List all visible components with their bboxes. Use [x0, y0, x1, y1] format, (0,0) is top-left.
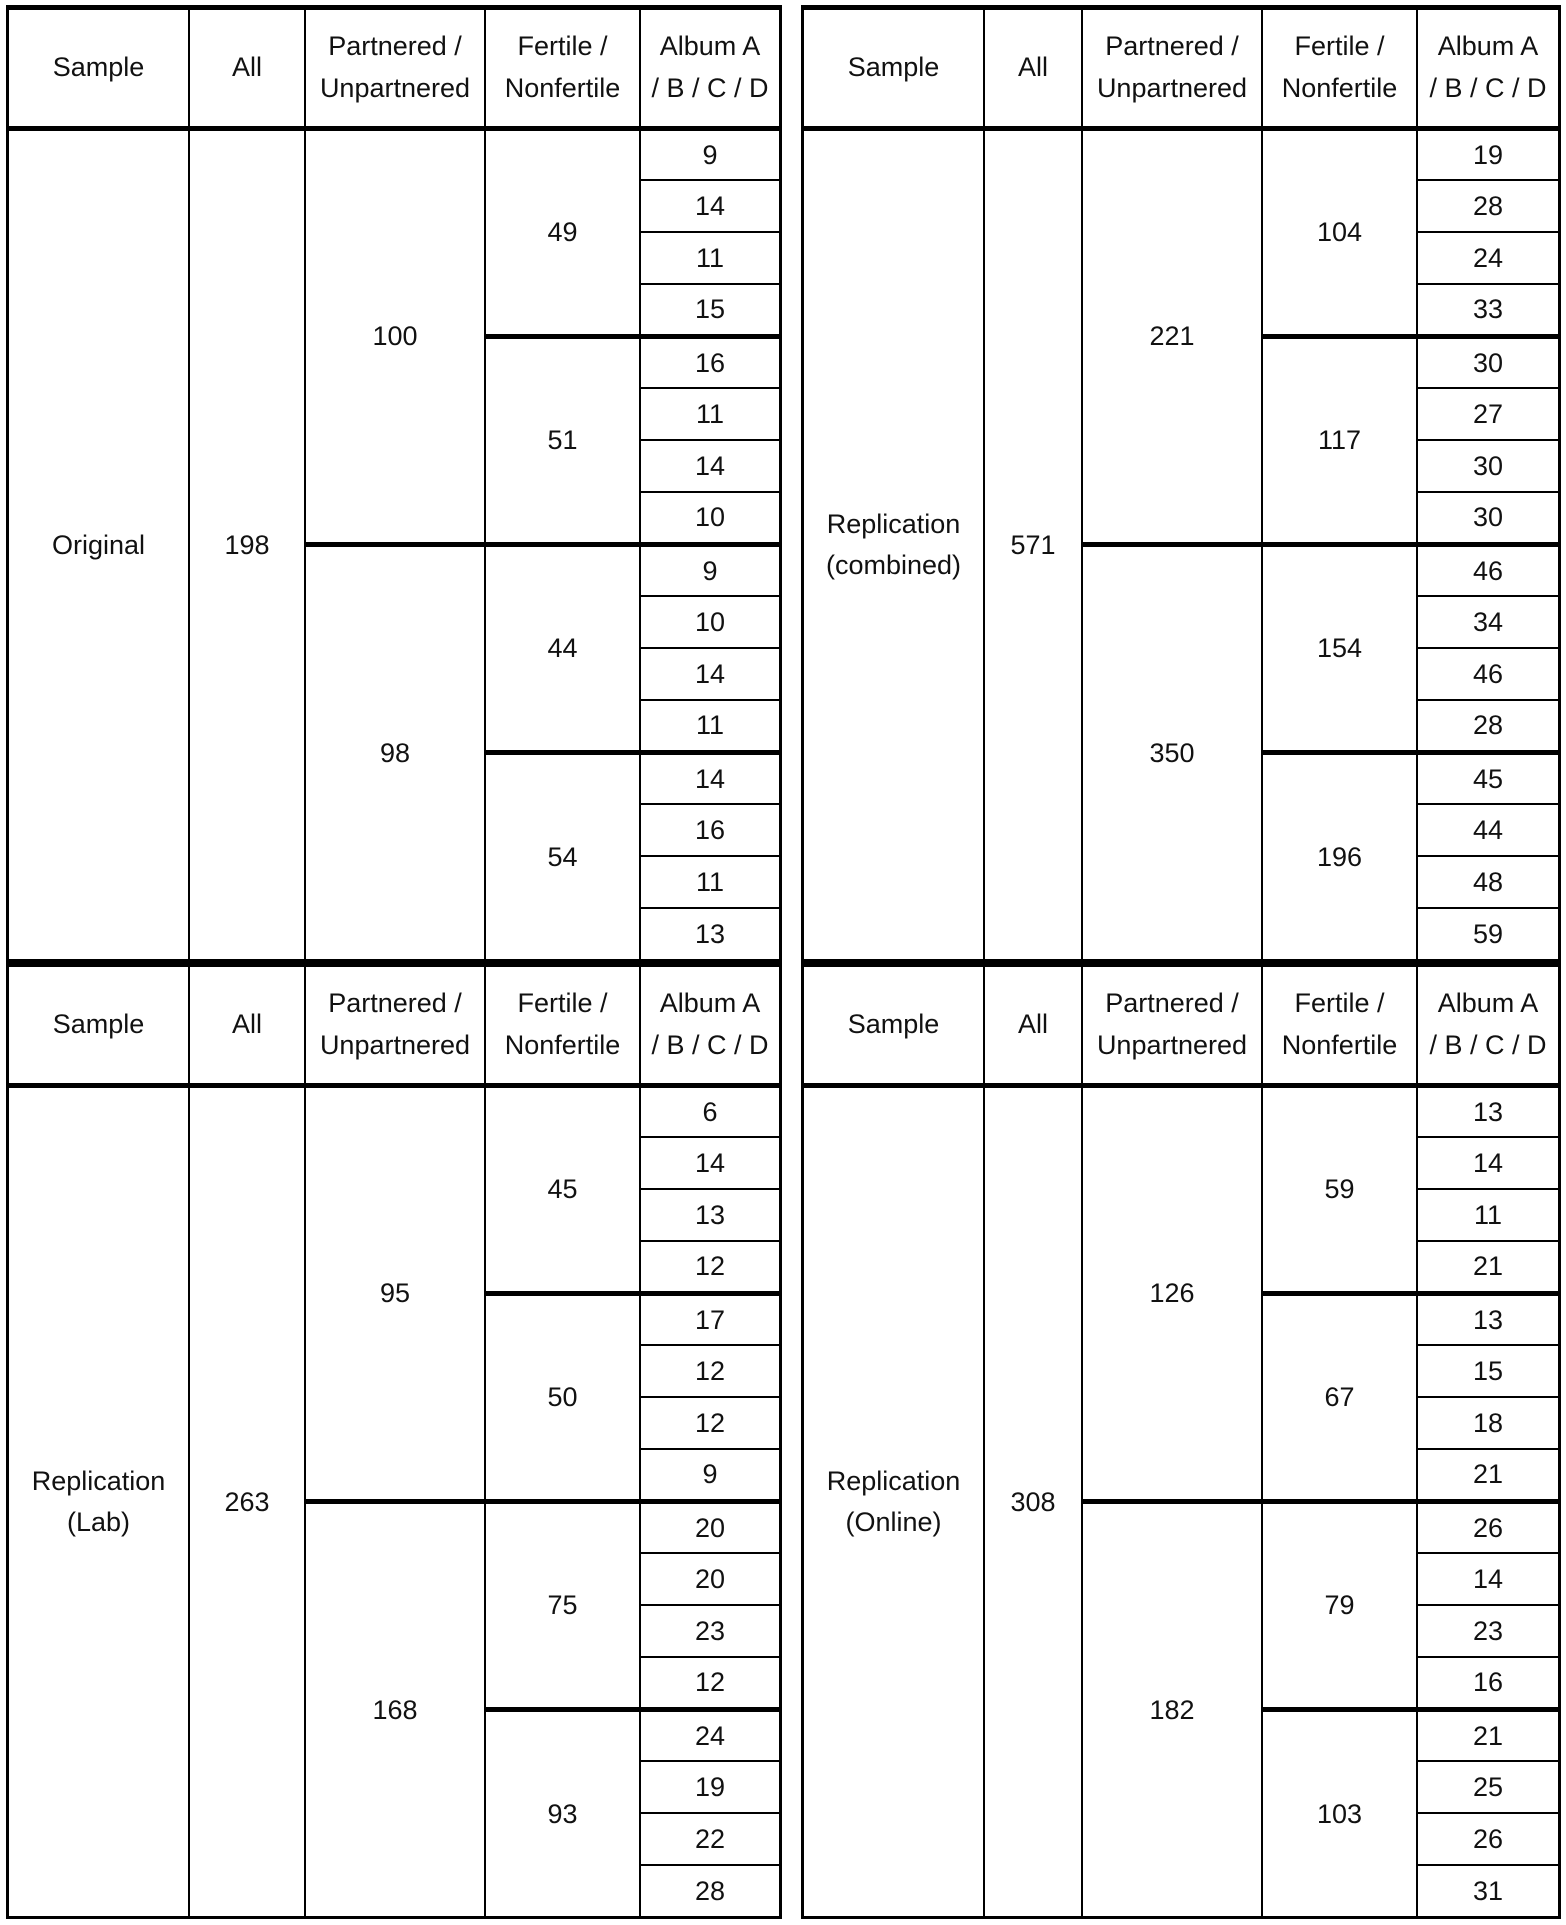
header-album — [1417, 966, 1558, 1085]
header-album — [1417, 9, 1558, 128]
partnered-count-cell: 100 — [305, 128, 485, 544]
album-count-cell: 25 — [1417, 1761, 1558, 1813]
album-count-cell: 59 — [1417, 908, 1558, 960]
album-count-cell: 13 — [640, 1189, 779, 1241]
fertile-count-cell: 45 — [485, 1085, 640, 1293]
header-fertile — [485, 966, 640, 1085]
album-count-cell: 14 — [640, 180, 779, 232]
all-count-cell: 263 — [189, 1085, 305, 1917]
sample-name-line2: (combined) — [825, 549, 962, 580]
table-panel-replication-combined — [801, 5, 1561, 962]
all-count-cell: 198 — [189, 128, 305, 960]
album-count-cell: 17 — [640, 1293, 779, 1345]
partnered-count-cell: 168 — [305, 1501, 485, 1917]
sample-name-cell — [9, 1085, 189, 1917]
table-row — [804, 128, 1558, 180]
fertile-count-cell: 67 — [1262, 1293, 1417, 1501]
album-count-cell: 34 — [1417, 596, 1558, 648]
header-row — [804, 966, 1558, 1085]
header-partnered-line1: Partnered / — [1105, 987, 1239, 1018]
fertile-count-cell: 93 — [485, 1709, 640, 1917]
sample-table — [804, 8, 1558, 961]
partnered-count-cell: 95 — [305, 1085, 485, 1501]
album-count-cell: 11 — [640, 700, 779, 752]
header-all: All — [189, 966, 305, 1085]
sample-name-line1: Replication — [826, 509, 961, 540]
header-fertile-line1: Fertile / — [517, 30, 608, 61]
fertile-count-cell: 44 — [485, 544, 640, 752]
album-count-cell: 24 — [1417, 232, 1558, 284]
album-count-cell: 31 — [1417, 1865, 1558, 1917]
header-partnered-line1: Partnered / — [1105, 30, 1239, 61]
sample-name-line1: Original — [51, 529, 146, 560]
sample-name-line1: Replication — [826, 1466, 961, 1497]
fertile-count-cell: 50 — [485, 1293, 640, 1501]
album-count-cell: 26 — [1417, 1501, 1558, 1553]
fertile-count-cell: 103 — [1262, 1709, 1417, 1917]
album-count-cell: 28 — [640, 1865, 779, 1917]
header-all: All — [189, 9, 305, 128]
fertile-count-cell: 49 — [485, 128, 640, 336]
album-count-cell: 14 — [1417, 1553, 1558, 1605]
header-partnered — [305, 9, 485, 128]
table-panel-replication-lab — [6, 962, 782, 1919]
album-count-cell: 20 — [640, 1553, 779, 1605]
fertile-count-cell: 196 — [1262, 752, 1417, 960]
header-album-line2: / B / C / D — [1429, 1029, 1547, 1060]
album-count-cell: 23 — [1417, 1605, 1558, 1657]
partnered-count-cell: 350 — [1082, 544, 1262, 960]
album-count-cell: 30 — [1417, 336, 1558, 388]
sample-name-cell — [9, 128, 189, 960]
album-count-cell: 19 — [640, 1761, 779, 1813]
table-row — [9, 128, 779, 180]
header-fertile-line2: Nonfertile — [1281, 72, 1398, 103]
album-count-cell: 14 — [640, 648, 779, 700]
header-album-line2: / B / C / D — [651, 72, 769, 103]
header-album-line1: Album A — [659, 30, 761, 61]
table-row — [9, 1085, 779, 1137]
sample-table — [9, 965, 779, 1918]
sample-name-line2: (Lab) — [66, 1506, 131, 1537]
header-partnered-line2: Unpartnered — [1096, 72, 1248, 103]
sample-name-cell — [804, 1085, 984, 1917]
sample-table — [9, 8, 779, 961]
partnered-count-cell: 98 — [305, 544, 485, 960]
partnered-count-cell: 221 — [1082, 128, 1262, 544]
all-count-cell: 571 — [984, 128, 1082, 960]
header-fertile — [1262, 9, 1417, 128]
fertile-count-cell: 59 — [1262, 1085, 1417, 1293]
header-album-line1: Album A — [1437, 987, 1539, 1018]
table-panel-original — [6, 5, 782, 962]
album-count-cell: 21 — [1417, 1449, 1558, 1501]
header-album — [640, 9, 779, 128]
header-fertile-line1: Fertile / — [517, 987, 608, 1018]
header-fertile — [485, 9, 640, 128]
header-fertile-line1: Fertile / — [1294, 30, 1385, 61]
album-count-cell: 48 — [1417, 856, 1558, 908]
album-count-cell: 14 — [640, 440, 779, 492]
header-partnered-line2: Unpartnered — [319, 1029, 471, 1060]
header-album-line1: Album A — [659, 987, 761, 1018]
fertile-count-cell: 117 — [1262, 336, 1417, 544]
sample-name-cell — [804, 128, 984, 960]
header-sample: Sample — [804, 966, 984, 1085]
fertile-count-cell: 51 — [485, 336, 640, 544]
header-partnered — [1082, 966, 1262, 1085]
album-count-cell: 11 — [1417, 1189, 1558, 1241]
album-count-cell: 20 — [640, 1501, 779, 1553]
album-count-cell: 11 — [640, 388, 779, 440]
album-count-cell: 46 — [1417, 648, 1558, 700]
album-count-cell: 28 — [1417, 180, 1558, 232]
header-partnered-line2: Unpartnered — [1096, 1029, 1248, 1060]
all-count-cell: 308 — [984, 1085, 1082, 1917]
header-album-line2: / B / C / D — [1429, 72, 1547, 103]
album-count-cell: 27 — [1417, 388, 1558, 440]
fertile-count-cell: 104 — [1262, 128, 1417, 336]
header-partnered-line2: Unpartnered — [319, 72, 471, 103]
header-partnered — [1082, 9, 1262, 128]
album-count-cell: 19 — [1417, 128, 1558, 180]
album-count-cell: 16 — [1417, 1657, 1558, 1709]
table-panel-replication-online — [801, 962, 1561, 1919]
album-count-cell: 16 — [640, 804, 779, 856]
album-count-cell: 13 — [1417, 1293, 1558, 1345]
header-album-line2: / B / C / D — [651, 1029, 769, 1060]
header-row — [9, 9, 779, 128]
partnered-count-cell: 126 — [1082, 1085, 1262, 1501]
album-count-cell: 46 — [1417, 544, 1558, 596]
album-count-cell: 14 — [640, 752, 779, 804]
album-count-cell: 28 — [1417, 700, 1558, 752]
sample-table — [804, 965, 1558, 1918]
album-count-cell: 9 — [640, 1449, 779, 1501]
album-count-cell: 23 — [640, 1605, 779, 1657]
album-count-cell: 30 — [1417, 492, 1558, 544]
album-count-cell: 45 — [1417, 752, 1558, 804]
album-count-cell: 11 — [640, 232, 779, 284]
album-count-cell: 12 — [640, 1397, 779, 1449]
album-count-cell: 18 — [1417, 1397, 1558, 1449]
header-album — [640, 966, 779, 1085]
album-count-cell: 22 — [640, 1813, 779, 1865]
album-count-cell: 11 — [640, 856, 779, 908]
album-count-cell: 13 — [1417, 1085, 1558, 1137]
header-fertile — [1262, 966, 1417, 1085]
album-count-cell: 12 — [640, 1241, 779, 1293]
header-all: All — [984, 966, 1082, 1085]
sample-name-line2: (Online) — [845, 1506, 942, 1537]
fertile-count-cell: 54 — [485, 752, 640, 960]
header-all: All — [984, 9, 1082, 128]
header-partnered — [305, 966, 485, 1085]
album-count-cell: 13 — [640, 908, 779, 960]
fertile-count-cell: 79 — [1262, 1501, 1417, 1709]
album-count-cell: 12 — [640, 1345, 779, 1397]
album-count-cell: 14 — [1417, 1137, 1558, 1189]
header-sample: Sample — [804, 9, 984, 128]
album-count-cell: 15 — [640, 284, 779, 336]
album-count-cell: 16 — [640, 336, 779, 388]
header-fertile-line2: Nonfertile — [504, 72, 621, 103]
header-partnered-line1: Partnered / — [328, 30, 462, 61]
sample-name-line1: Replication — [31, 1466, 166, 1497]
album-count-cell: 24 — [640, 1709, 779, 1761]
header-row — [804, 9, 1558, 128]
album-count-cell: 21 — [1417, 1709, 1558, 1761]
partnered-count-cell: 182 — [1082, 1501, 1262, 1917]
fertile-count-cell: 75 — [485, 1501, 640, 1709]
fertile-count-cell: 154 — [1262, 544, 1417, 752]
album-count-cell: 12 — [640, 1657, 779, 1709]
album-count-cell: 44 — [1417, 804, 1558, 856]
album-count-cell: 9 — [640, 544, 779, 596]
album-count-cell: 15 — [1417, 1345, 1558, 1397]
album-count-cell: 6 — [640, 1085, 779, 1137]
album-count-cell: 9 — [640, 128, 779, 180]
header-row — [9, 966, 779, 1085]
album-count-cell: 26 — [1417, 1813, 1558, 1865]
album-count-cell: 10 — [640, 492, 779, 544]
album-count-cell: 10 — [640, 596, 779, 648]
header-sample: Sample — [9, 9, 189, 128]
album-count-cell: 33 — [1417, 284, 1558, 336]
album-count-cell: 21 — [1417, 1241, 1558, 1293]
header-fertile-line2: Nonfertile — [504, 1029, 621, 1060]
header-partnered-line1: Partnered / — [328, 987, 462, 1018]
header-album-line1: Album A — [1437, 30, 1539, 61]
header-fertile-line2: Nonfertile — [1281, 1029, 1398, 1060]
table-row — [804, 1085, 1558, 1137]
album-count-cell: 30 — [1417, 440, 1558, 492]
album-count-cell: 14 — [640, 1137, 779, 1189]
header-fertile-line1: Fertile / — [1294, 987, 1385, 1018]
header-sample: Sample — [9, 966, 189, 1085]
